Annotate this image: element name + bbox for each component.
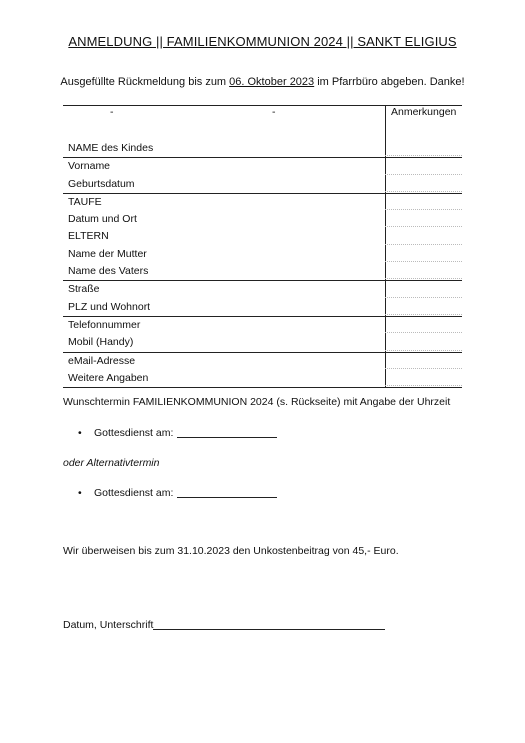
field-label: Vorname [68, 160, 111, 173]
table-row [63, 370, 462, 387]
bullet-icon: • [78, 487, 82, 499]
table-row [63, 317, 462, 334]
page-title [0, 34, 525, 49]
signature-label: Datum, Unterschrift [63, 619, 154, 631]
preferred-date-label: Wunschtermin FAMILIENKOMMUNION 2024 (s. Rückseite) mit Angabe der Uhrzeit [63, 396, 451, 408]
notes-cell[interactable] [385, 244, 462, 245]
signature-field[interactable] [153, 629, 385, 630]
table-row [63, 281, 462, 298]
table-row-group [63, 193, 462, 280]
table-row [63, 211, 462, 228]
field-label: Mobil (Handy) [68, 336, 134, 349]
field-label: NAME des Kindes [68, 142, 154, 154]
notes-cell[interactable] [385, 297, 462, 298]
table-row [63, 228, 462, 245]
field-label: ELTERN [68, 230, 109, 243]
service-date-item-1 [78, 427, 277, 439]
service-date-field-1[interactable] [177, 437, 277, 438]
notes-cell[interactable] [385, 174, 462, 175]
table-row [63, 299, 462, 316]
notes-cell[interactable] [385, 209, 462, 210]
field-label: Telefonnummer [68, 318, 141, 331]
field-label: Geburtsdatum [68, 177, 135, 190]
instructions-after: im Pfarrbüro abgeben. Danke! [314, 76, 465, 88]
field-label: Weitere Angaben [68, 371, 149, 384]
registration-table [63, 105, 462, 388]
notes-cell[interactable] [385, 261, 462, 262]
table-row [63, 353, 462, 370]
return-instructions [0, 76, 525, 88]
field-label: PLZ und Wohnort [68, 300, 151, 313]
table-row-group [63, 157, 462, 193]
table-row [63, 140, 462, 157]
notes-cell[interactable] [385, 155, 462, 156]
table-row-group [63, 352, 462, 388]
table-row [63, 194, 462, 211]
notes-cell[interactable] [385, 226, 462, 227]
table-row [63, 158, 462, 175]
signature-line [63, 619, 385, 631]
notes-cell[interactable] [385, 332, 462, 333]
field-label: Name des Vaters [68, 265, 149, 278]
instructions-before: Ausgefüllte Rückmeldung bis zum [60, 76, 230, 88]
notes-cell[interactable] [385, 314, 462, 315]
alternative-date-label: oder Alternativtermin [63, 457, 160, 469]
service-date-label-2: Gottesdienst am: [94, 487, 174, 499]
field-label: Name der Mutter [68, 247, 147, 260]
field-label: eMail-Adresse [68, 354, 136, 367]
table-row-group [63, 280, 462, 316]
table-header-col1: - [110, 106, 114, 118]
table-row-group [63, 316, 462, 352]
field-label: Straße [68, 283, 100, 296]
page-title-text: ANMELDUNG || FAMILIENKOMMUNION 2024 || SANKT ELIGIUS [68, 34, 457, 49]
table-header [63, 106, 462, 140]
notes-cell[interactable] [385, 191, 462, 192]
table-row [63, 263, 462, 280]
field-label: TAUFE [68, 195, 102, 208]
service-date-field-2[interactable] [177, 497, 277, 498]
notes-cell[interactable] [385, 350, 462, 351]
service-date-label-1: Gottesdienst am: [94, 427, 174, 439]
table-header-col2: - [272, 106, 276, 118]
deadline-date: 06. Oktober 2023 [229, 76, 315, 88]
table-row-group [63, 140, 462, 157]
notes-cell[interactable] [385, 385, 462, 386]
table-header-notes: Anmerkungen [391, 106, 457, 118]
payment-statement: Wir überweisen bis zum 31.10.2023 den Unkostenbeitrag von 45,- Euro. [63, 545, 399, 557]
notes-cell[interactable] [385, 368, 462, 369]
table-row [63, 176, 462, 193]
table-body [63, 140, 462, 387]
service-date-item-2 [78, 487, 277, 499]
notes-cell[interactable] [385, 278, 462, 279]
table-row [63, 334, 462, 351]
table-row [63, 246, 462, 263]
field-label: Datum und Ort [68, 213, 137, 226]
bullet-icon: • [78, 427, 82, 439]
